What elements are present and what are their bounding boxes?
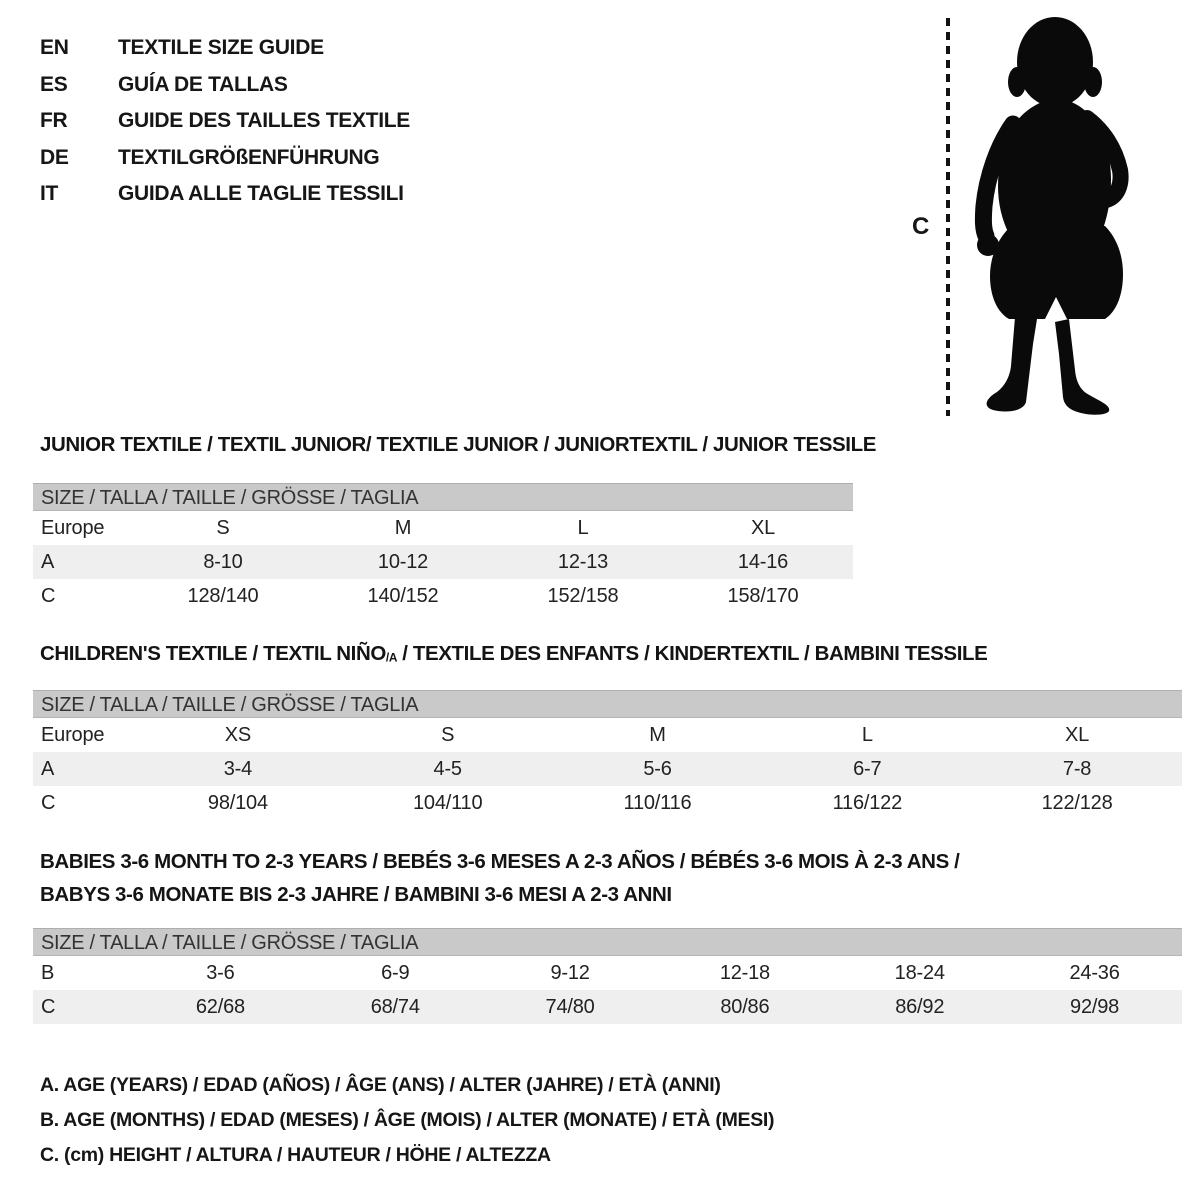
row-label: A	[41, 551, 55, 573]
title-text: / TEXTILE DES ENFANTS / KINDERTEXTIL / BAMBINI TESSILE	[397, 642, 988, 665]
size-table-junior	[33, 483, 853, 613]
section-title-children	[40, 642, 987, 666]
language-code: DE	[40, 145, 69, 169]
section-title-junior: JUNIOR TEXTILE / TEXTIL JUNIOR/ TEXTILE JUNIOR / JUNIORTEXTIL / JUNIOR TESSILE	[40, 433, 876, 456]
table-row-age-months	[33, 956, 1182, 990]
height-measure-label: C	[912, 213, 930, 240]
size-cell: M	[394, 517, 412, 539]
size-table-babies	[33, 928, 1182, 1024]
age-cell: 4-5	[433, 758, 462, 780]
age-cell: 10-12	[377, 551, 429, 573]
height-cell: 92/98	[1070, 996, 1120, 1018]
height-cell: 152/158	[547, 585, 619, 607]
table-row-height	[33, 579, 853, 613]
row-label: B	[41, 962, 55, 984]
height-cell: 98/104	[207, 792, 268, 814]
table-row-age	[33, 545, 853, 579]
language-row-it	[40, 176, 410, 213]
language-row-de	[40, 140, 410, 177]
row-label: C	[41, 585, 56, 607]
table-row-height	[33, 786, 1182, 820]
measurement-legend	[40, 1068, 774, 1173]
size-cell: L	[861, 724, 873, 746]
legend-line-c: C. (cm) HEIGHT / ALTURA / HAUTEUR / HÖHE / ALTEZZA	[40, 1144, 551, 1166]
size-cell: XS	[224, 724, 252, 746]
height-cell: 122/128	[1041, 792, 1113, 814]
size-table-header-bar: SIZE / TALLA / TAILLE / GRÖSSE / TAGLIA	[33, 690, 1182, 718]
title-subscript: /A	[385, 650, 397, 665]
age-cell: 3-4	[223, 758, 253, 780]
height-cell: 68/74	[370, 996, 420, 1018]
age-cell: 12-13	[557, 551, 609, 573]
height-cell: 80/86	[720, 996, 770, 1018]
language-row-fr	[40, 103, 410, 140]
table-row-height	[33, 990, 1182, 1024]
language-code: ES	[40, 72, 68, 96]
height-cell: 74/80	[545, 996, 595, 1018]
height-cell: 158/170	[727, 585, 799, 607]
height-cell: 86/92	[895, 996, 945, 1018]
toddler-silhouette-icon	[965, 14, 1145, 416]
size-table-header-bar: SIZE / TALLA / TAILLE / GRÖSSE / TAGLIA	[33, 483, 853, 511]
height-cell: 110/116	[623, 792, 692, 814]
size-cell: L	[577, 517, 589, 539]
language-title: TEXTILGRÖßENFÜHRUNG	[118, 145, 380, 169]
language-code: EN	[40, 36, 69, 60]
language-title: TEXTILE SIZE GUIDE	[118, 36, 324, 60]
age-cell: 14-16	[737, 551, 789, 573]
section-title-babies	[40, 845, 1000, 911]
table-row-age	[33, 752, 1182, 786]
size-cell: S	[441, 724, 455, 746]
table-row-europe	[33, 718, 1182, 752]
age-cell: 3-6	[206, 962, 235, 984]
height-cell: 116/122	[832, 792, 902, 814]
row-label: A	[41, 758, 55, 780]
age-cell: 7-8	[1062, 758, 1092, 780]
language-header	[40, 30, 410, 213]
age-cell: 6-9	[381, 962, 410, 984]
height-cell: 62/68	[195, 996, 245, 1018]
title-line-1: BABIES 3-6 MONTH TO 2-3 YEARS / BEBÉS 3-6 MESES A 2-3 AÑOS / BÉBÉS 3-6 MOIS À 2-3 ANS /	[40, 850, 960, 873]
height-measure-dashed-line	[946, 18, 950, 416]
age-cell: 12-18	[719, 962, 770, 984]
age-cell: 5-6	[643, 758, 672, 780]
size-table-header-bar: SIZE / TALLA / TAILLE / GRÖSSE / TAGLIA	[33, 928, 1182, 956]
language-code: IT	[40, 182, 59, 206]
language-code: FR	[40, 109, 68, 133]
language-row-en	[40, 30, 410, 67]
title-text: CHILDREN'S TEXTILE / TEXTIL NIÑO	[40, 642, 386, 665]
size-cell: S	[216, 517, 230, 539]
legend-line-a: A. AGE (YEARS) / EDAD (AÑOS) / ÂGE (ANS) / ALTER (JAHRE) / ETÀ (ANNI)	[40, 1074, 721, 1096]
age-cell: 24-36	[1069, 962, 1120, 984]
language-title: GUIDE DES TAILLES TEXTILE	[118, 109, 410, 133]
height-cell: 140/152	[367, 585, 439, 607]
row-label: Europe	[41, 517, 105, 539]
size-cell: M	[649, 724, 666, 746]
row-label: C	[41, 996, 56, 1018]
height-cell: 104/110	[412, 792, 483, 814]
size-cell: XL	[1065, 724, 1090, 746]
age-cell: 9-12	[550, 962, 590, 984]
legend-line-b: B. AGE (MONTHS) / EDAD (MESES) / ÂGE (MOIS) / ALTER (MONATE) / ETÀ (MESI)	[40, 1109, 775, 1131]
table-row-europe	[33, 511, 853, 545]
size-table-children	[33, 690, 1182, 820]
age-cell: 18-24	[894, 962, 945, 984]
age-cell: 6-7	[853, 758, 882, 780]
age-cell: 8-10	[203, 551, 243, 573]
height-cell: 128/140	[187, 585, 259, 607]
language-title: GUIDA ALLE TAGLIE TESSILI	[118, 182, 404, 206]
language-title: GUÍA DE TALLAS	[118, 72, 288, 96]
language-row-es	[40, 67, 410, 104]
title-line-2: BABYS 3-6 MONATE BIS 2-3 JAHRE / BAMBINI 3-6 MESI A 2-3 ANNI	[40, 883, 672, 906]
row-label: Europe	[41, 724, 105, 746]
row-label: C	[41, 792, 56, 814]
size-cell: XL	[750, 517, 776, 539]
